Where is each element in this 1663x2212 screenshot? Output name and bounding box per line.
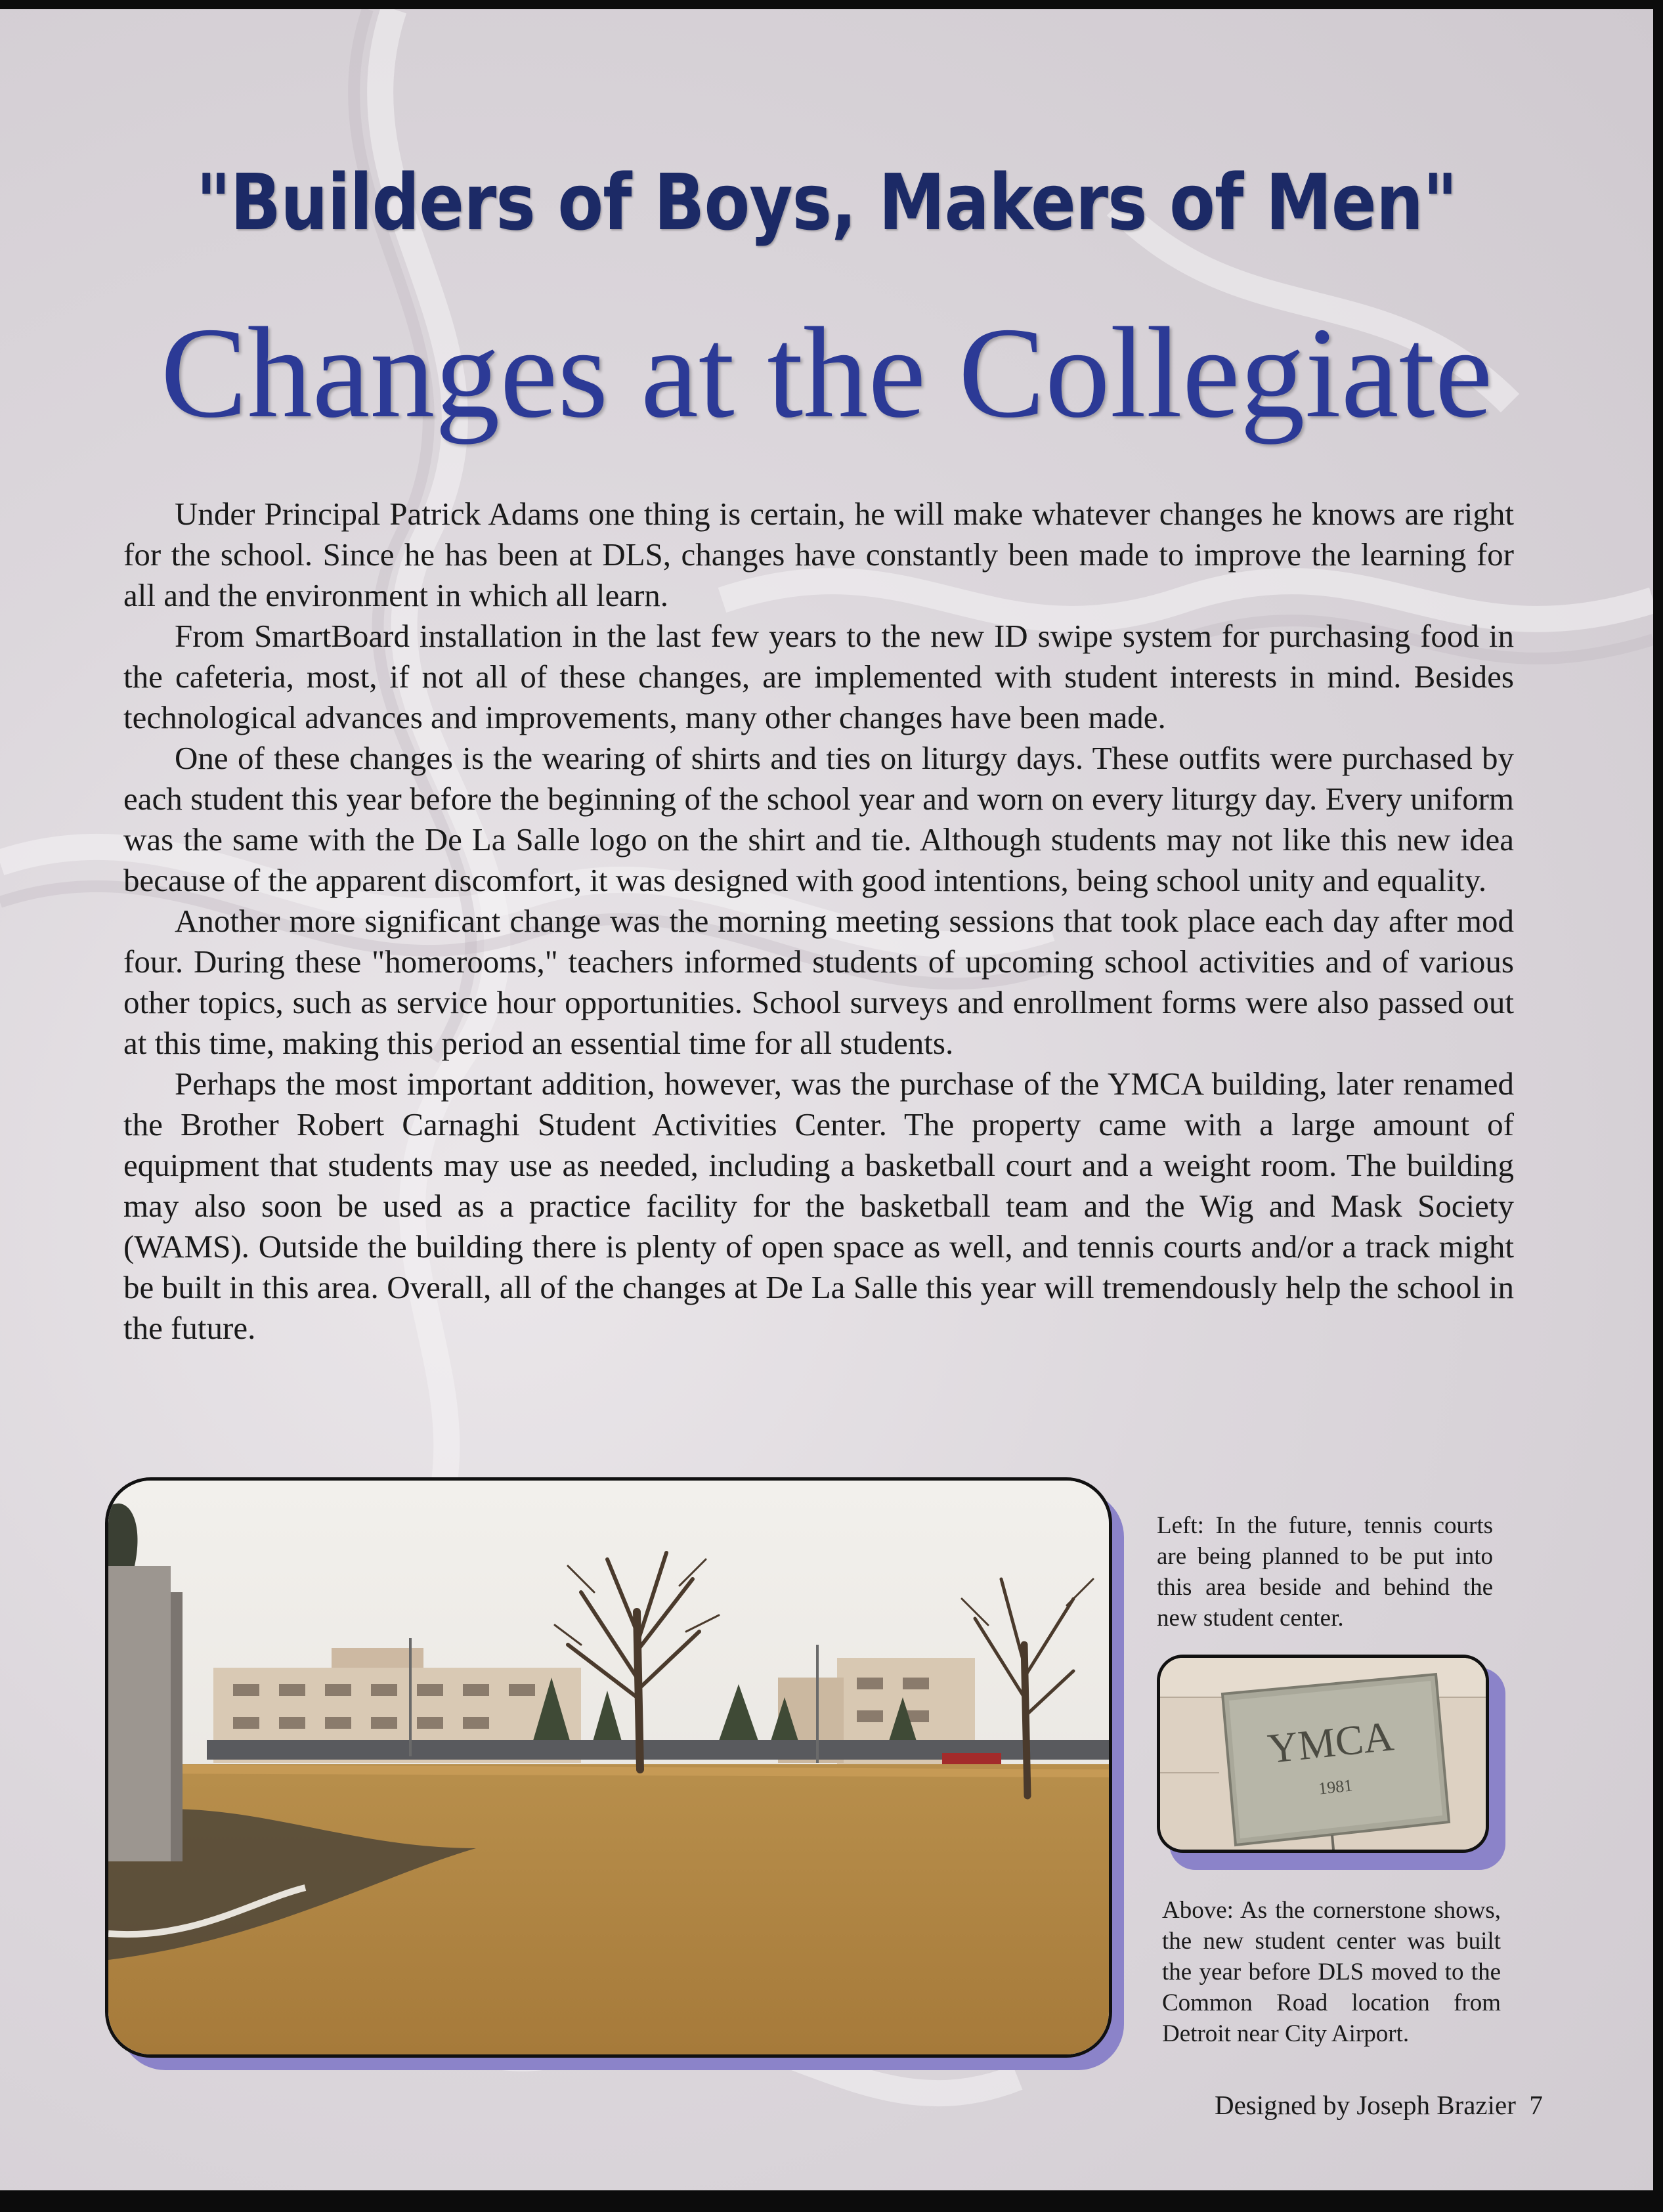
field-photo	[105, 1477, 1112, 2058]
article-paragraph: From SmartBoard installation in the last few years to the new ID swipe system for purchasing food in the cafeteria, most, if not all of these changes, are implemented with student interests in mind. Besides technological advances and improvements, many other changes have been made.	[123, 618, 1514, 735]
cornerstone-photo	[1157, 1655, 1489, 1853]
page-headline: Changes at the Collegiate	[160, 301, 1493, 445]
designer-credit: Designed by Joseph Brazier	[1215, 2090, 1516, 2120]
page-number: 7	[1529, 2090, 1543, 2120]
page-kicker: "Builders of Boys, Makers of Men"	[196, 157, 1458, 248]
article-paragraph: Perhaps the most important addition, however, was the purchase of the YMCA building, later renamed the Brother Robert Carnaghi Student Activities Center. The property came with a large amount of equipment that students may use as needed, including a basketball court and a weight room. The building may also soon be used as a practice facility for the basketball team and the Wig and Mask Society (WAMS). Outside the building there is plenty of open space as well, and tennis courts and/or a track might be built in this area. Overall, all of the changes at De La Salle this year will tremendously help the school in the future.	[123, 1066, 1514, 1346]
yearbook-page	[0, 9, 1653, 2190]
page-footer	[1215, 2089, 1543, 2121]
article-paragraph: Under Principal Patrick Adams one thing is certain, he will make whatever changes he knows are right for the school. Since he has been at DLS, changes have constantly been made to improve the learning for all and the environment in which all learn.	[123, 496, 1514, 613]
caption-left: Left: In the future, tennis courts are being planned to be put into this area beside and behind the new student center.	[1157, 1512, 1493, 1632]
cornerstone-inscription: YMCA	[1265, 1712, 1396, 1772]
article-body	[123, 494, 1514, 1349]
article-paragraph: One of these changes is the wearing of shirts and ties on liturgy days. These outfits were purchased by each student this year before the beginning of the school year and worn on every liturgy day. Every uniform was the same with the De La Salle logo on the shirt and tie. Although students may not like this new idea because of the apparent discomfort, it was designed with good intentions, being school unity and equality.	[123, 740, 1514, 898]
article-paragraph: Another more significant change was the morning meeting sessions that took place each day after mod four. During these "homerooms," teachers informed students of upcoming school activities and of various other topics, such as service hour opportunities. School surveys and enrollment forms were also passed out at this time, making this period an essential time for all students.	[123, 903, 1514, 1061]
cornerstone-year: 1981	[1317, 1775, 1354, 1798]
caption-above: Above: As the cornerstone shows, the new student center was built the year before DLS moved to the Common Road location from Detroit near City Airport.	[1162, 1897, 1501, 2047]
